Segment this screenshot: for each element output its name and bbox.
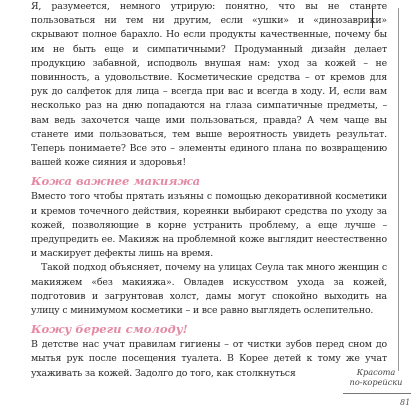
page-number: 81: [400, 398, 411, 407]
paragraph-4: В детстве нас учат правилам гигиены – от чистки зубов перед сном до мытья рук после посещения туалета. В Корее детей к тому же учат ухаживать за кожей. Задолго до того, как столкнуться: [31, 339, 387, 379]
paragraph-3: Такой подход объясняет, почему на улицах Сеула так много женщин с макияжем «без макияжа». Овладев искусством ухода за кожей, подготовив и загрунтовав холст, дамы могут спокойно выходить на улицу с минимумом косметики – и все равно выглядеть ослепительно.: [31, 262, 387, 317]
side-vertical-rule: [398, 8, 399, 371]
book-page-text: [31, 0, 387, 381]
side-horizontal-rule: [343, 393, 411, 394]
section-heading-skin-over-makeup: Кожа важнее макияжа: [31, 174, 201, 189]
running-title: [343, 367, 409, 387]
paragraph-1: Я, разумеется, немного утрирую: понятно, что вы не станете пользоваться ни тем ни другим, если «ушки» и «динозаврики» скрывают полное барахло. Но если продукты качественные, почему бы им не быть еще и симпатичными? Продуманный дизайн делает продукцию забавной, исподволь внушая нам: уход за кожей – не повинность, а удовольствие. Косметические средства – от кремов для рук до салфеток для лица – всегда при вас и всегда в ходу. И, если вам несколько раз на дню попадаются на глаза симпатичные предметы, – вам ведь захочется чаще ими пользоваться, правда? А чем чаще вы станете ими пользоваться, тем выше вероятность увидеть результат. Теперь понимаете? Все это – элементы единого плана по возвращению вашей коже сияния и здоровья!: [31, 1, 387, 169]
running-title-line-1: Красота: [356, 367, 396, 377]
paragraph-2: Вместо того чтобы прятать изъяны с помощью декоративной косметики и кремов точечного действия, кореянки выбирают средства по уходу за кожей, позволяющие в корне устранить проблему, а еще лучше – предупредить ее. Макияж на проблемной коже выглядит неестественно и маскирует дефекты лишь на время.: [31, 191, 387, 260]
running-title-line-2: по-корейски: [349, 377, 403, 387]
section-heading-care-from-youth: Кожу береги смолоду!: [31, 322, 188, 337]
